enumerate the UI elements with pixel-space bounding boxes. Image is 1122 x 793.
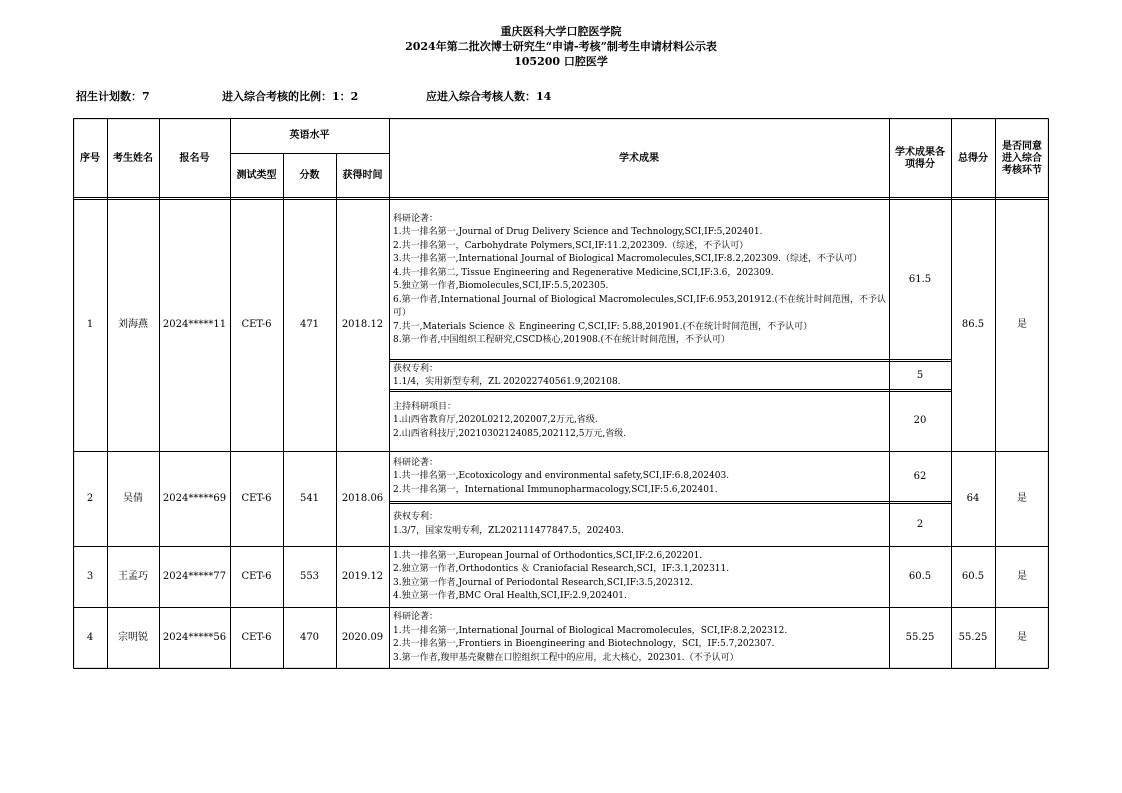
row-reg-no: 2024*****56 xyxy=(162,632,227,643)
row-reg-no: 2024*****77 xyxy=(162,570,227,582)
row-agree: 是 xyxy=(1017,632,1027,643)
achievement-line: 3.独立第一作者,Journal of Periodontal Research,SCI,IF:3.5,202312. xyxy=(393,577,694,588)
header-total-score: 总得分 xyxy=(958,152,988,164)
achievement-line: 2.共一排名第一，Carbohydrate Polymers,SCI,IF:11.2,202309.（综述，不予认可） xyxy=(393,240,749,251)
row-reg-no: 2024*****69 xyxy=(162,492,227,504)
achievement-item-score: 60.5 xyxy=(908,570,932,582)
achievement-line: 6.第一作者,International Journal of Biological Macromolecules,SCI,IF:6.953,201912.(不在统计时间范围，不予认可） xyxy=(393,294,887,318)
achievement-item xyxy=(390,607,889,669)
row-total-score: 55.25 xyxy=(958,632,988,643)
row-agree: 是 xyxy=(1017,319,1027,330)
row-name: 吴倩 xyxy=(123,492,143,504)
achievement-line: 科研论著： xyxy=(393,612,439,622)
row-total-score: 86.5 xyxy=(961,319,985,330)
achievement-line: 7.共一,Materials Science ＆ Engineering C,SCI,IF: 5.88,201901.(不在统计时间范围，不予认可） xyxy=(393,321,813,332)
header-reg-no: 报名号 xyxy=(179,152,210,164)
assessment-ratio: 进入综合考核的比例：1：2 xyxy=(222,90,359,103)
achievement-line: 1.1/4，实用新型专利，ZL 202022740561.9,202108. xyxy=(393,377,621,387)
row-english-score: 470 xyxy=(299,632,320,643)
row-reg-no: 2024*****11 xyxy=(162,319,227,330)
row-english-score: 471 xyxy=(299,319,320,330)
header-agree: 是否同意进入综合考核环节 xyxy=(1002,140,1042,176)
row-seq: 3 xyxy=(86,570,94,582)
header-score: 分数 xyxy=(299,170,320,181)
achievement-item xyxy=(390,546,889,607)
achievement-line: 2.独立第一作者,Orthodontics ＆ Craniofacial Research,SCI，IF:3.1,202311. xyxy=(393,564,730,574)
header-name: 考生姓名 xyxy=(113,152,153,164)
row-agree: 是 xyxy=(1017,570,1027,582)
achievement-line: 科研论著： xyxy=(393,213,439,224)
achievement-item xyxy=(390,451,889,503)
row-name: 宗明锐 xyxy=(118,632,148,643)
table-title: 2024年第二批次博士研究生“申请-考核”制考生申请材料公示表 xyxy=(405,40,717,53)
achievement-line: 获权专利： xyxy=(393,512,439,522)
row-seq: 2 xyxy=(86,492,94,504)
achievement-line: 获权专利： xyxy=(393,363,439,374)
achievement-item-score: 61.5 xyxy=(908,274,932,285)
achievement-line: 1.山西省教育厅,2020L0212,202007,2万元,省级. xyxy=(393,415,598,426)
enrollment-plan: 招生计划数：7 xyxy=(76,90,150,103)
header-achievements: 学术成果 xyxy=(619,152,659,164)
row-test-type: CET-6 xyxy=(241,319,272,330)
achievement-line: 1.共一排名第一,International Journal of Biological Macromolecules，SCI,IF:8.2,202312. xyxy=(393,625,788,636)
achievement-item xyxy=(390,361,889,391)
header-item-score: 学术成果各项得分 xyxy=(895,146,945,170)
achievement-line: 2.共一排名第一,Frontiers in Bioengineering and Biotechnology，SCI，IF:5.7,202307. xyxy=(393,639,775,649)
achievement-line: 1.共一排名第一,Ecotoxicology and environmental safety,SCI,IF:6.8,202403. xyxy=(393,471,730,482)
header-seq: 序号 xyxy=(80,152,100,164)
achievement-line: 4.共一排名第二, Tissue Engineering and Regenerative Medicine,SCI,IF:3.6，202309. xyxy=(393,267,774,278)
row-test-type: CET-6 xyxy=(241,632,272,643)
row-agree: 是 xyxy=(1017,492,1027,504)
achievement-item-score: 5 xyxy=(916,370,924,381)
achievement-item-score: 55.25 xyxy=(905,632,935,643)
achievement-item-score: 62 xyxy=(913,471,927,482)
row-obtained-time: 2018.06 xyxy=(341,492,384,504)
achievement-line: 4.独立第一作者,BMC Oral Health,SCI,IF:2.9,202401. xyxy=(393,591,627,601)
achievement-item-score: 20 xyxy=(913,415,927,426)
school-title: 重庆医科大学口腔医学院 xyxy=(500,25,622,38)
achievement-line: 8.第一作者,中国组织工程研究,CSCD核心,201908.(不在统计时间范围，不予认可） xyxy=(393,335,731,345)
achievement-line: 3.第一作者,羧甲基壳聚糖在口腔组织工程中的应用，北大核心，202301.（不予认可） xyxy=(393,652,739,663)
achievement-line: 2.山西省科技厅,20210302124085,202112,5万元,省级. xyxy=(393,428,627,439)
assessment-count: 应进入综合考核人数：14 xyxy=(426,90,552,103)
row-english-score: 541 xyxy=(299,492,320,504)
row-english-score: 553 xyxy=(299,570,320,582)
header-obtained-time: 获得时间 xyxy=(342,170,383,181)
header-test-type: 测试类型 xyxy=(236,170,277,181)
achievement-line: 1.共一排名第一,Journal of Drug Delivery Science and Technology,SCI,IF:5,202401. xyxy=(393,227,763,237)
achievement-line: 5.独立第一作者,Biomolecules,SCI,IF:5.5,202305. xyxy=(393,281,609,291)
row-obtained-time: 2019.12 xyxy=(341,570,384,582)
achievement-item xyxy=(390,199,889,361)
row-obtained-time: 2020.09 xyxy=(341,632,384,643)
achievement-line: 1.3/7，国家发明专利，ZL202111477847.5，202403. xyxy=(393,525,624,536)
achievement-line: 主持科研项目： xyxy=(393,401,457,412)
row-test-type: CET-6 xyxy=(241,492,272,504)
applicant-table xyxy=(73,118,1049,669)
row-seq: 4 xyxy=(86,632,94,643)
achievement-item xyxy=(390,391,889,451)
row-total-score: 64 xyxy=(966,492,980,504)
document-title-block xyxy=(0,24,1122,69)
achievement-item xyxy=(390,503,889,546)
row-obtained-time: 2018.12 xyxy=(341,319,384,330)
achievement-line: 科研论著： xyxy=(393,457,439,468)
row-name: 刘海燕 xyxy=(118,319,148,330)
row-seq: 1 xyxy=(86,319,94,330)
achievement-item-score: 2 xyxy=(916,518,924,530)
row-total-score: 60.5 xyxy=(961,570,985,582)
header-english-level: 英语水平 xyxy=(289,129,330,141)
major-title: 105200 口腔医学 xyxy=(514,55,608,68)
achievement-line: 2.共一排名第一，International Immunopharmacology,SCI,IF:5.6,202401. xyxy=(393,484,718,495)
achievement-line: 3.共一排名第一,International Journal of Biological Macromolecules,SCI,IF:8.2,202309.（综述，不予认可） xyxy=(393,254,863,264)
achievement-line: 1.共一排名第一,European Journal of Orthodontics,SCI,IF:2.6,202201. xyxy=(393,550,703,561)
row-test-type: CET-6 xyxy=(241,570,272,582)
row-name: 王孟巧 xyxy=(118,570,148,582)
